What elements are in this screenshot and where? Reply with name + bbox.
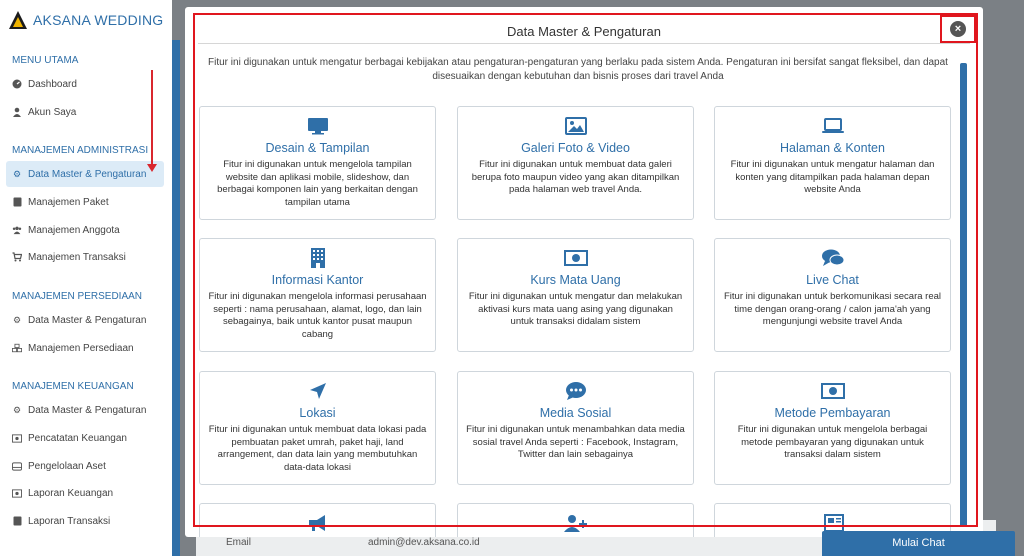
sidebar-item-label: Laporan Transaksi bbox=[28, 515, 111, 527]
sidebar-item-manajemen-transaksi[interactable] bbox=[6, 244, 164, 270]
modal-divider bbox=[198, 43, 970, 44]
cubes-icon bbox=[12, 343, 22, 353]
user-plus-icon bbox=[458, 510, 693, 536]
card-lokasi[interactable] bbox=[199, 371, 436, 485]
card-description: Fitur ini digunakan untuk mengatur halaman dan konten yang ditampilkan pada halaman depan website Anda bbox=[730, 159, 935, 195]
modal-scrollbar[interactable] bbox=[960, 63, 967, 527]
sidebar-item-manajemen-persediaan[interactable] bbox=[6, 335, 164, 361]
cart-icon bbox=[12, 252, 22, 262]
sidebar-item-label: Pencatatan Keuangan bbox=[28, 432, 127, 444]
card-title: Media Sosial bbox=[539, 406, 612, 420]
data-master-modal bbox=[185, 7, 983, 537]
content-accent-strip bbox=[172, 40, 180, 556]
monitor-icon bbox=[200, 113, 435, 139]
sidebar bbox=[0, 0, 172, 556]
card-description: Fitur ini digunakan untuk membuat data lokasi pada pembuatan paket umrah, paket haji, land arrangement, dan data lain yang membutuhkan data-data lokasi bbox=[208, 424, 427, 473]
card-row4-2[interactable] bbox=[457, 503, 694, 537]
building-icon bbox=[200, 245, 435, 271]
sidebar-item-label: Laporan Keuangan bbox=[28, 487, 114, 499]
sidebar-item-label: Manajemen Transaksi bbox=[28, 251, 126, 263]
card-description: Fitur ini digunakan untuk mengatur dan melakukan aktivasi kurs mata uang asing yang digunakan untuk transaksi didalam sistem bbox=[468, 291, 683, 327]
chat-icon bbox=[715, 245, 950, 271]
card-media-sosial[interactable] bbox=[457, 371, 694, 485]
card-description: Fitur ini digunakan untuk menambahkan data media sosial travel Anda seperti : Facebook, Instagram, Twitter dan lain sebagainya bbox=[466, 424, 685, 460]
sidebar-item-label: Akun Saya bbox=[28, 106, 77, 118]
background-email-value: admin@dev.aksana.co.id bbox=[368, 537, 480, 548]
sidebar-item-data-master-administrasi[interactable] bbox=[6, 161, 164, 187]
card-row4-1[interactable] bbox=[199, 503, 436, 537]
card-title: Lokasi bbox=[299, 406, 336, 420]
modal-title: Data Master & Pengaturan bbox=[507, 24, 661, 39]
card-title: Kurs Mata Uang bbox=[530, 273, 621, 287]
image-icon bbox=[458, 113, 693, 139]
sidebar-item-label: Manajemen Anggota bbox=[28, 224, 120, 236]
card-halaman-konten[interactable] bbox=[714, 106, 951, 220]
card-description: Fitur ini digunakan untuk mengelola berbagai metode pembayaran yang digunakan untuk transaksi dalam sistem bbox=[737, 424, 928, 460]
money-bill-icon bbox=[715, 378, 950, 404]
section-manajemen-administrasi: MANAJEMEN ADMINISTRASI bbox=[12, 145, 149, 156]
section-menu-utama: MENU UTAMA bbox=[12, 55, 79, 66]
money-icon bbox=[12, 488, 22, 498]
money-icon bbox=[12, 433, 22, 443]
brand[interactable] bbox=[0, 0, 172, 40]
book-icon bbox=[12, 197, 22, 207]
card-title: Live Chat bbox=[806, 273, 859, 287]
card-description: Fitur ini digunakan untuk mengelola tampilan website dan aplikasi mobile, slideshow, dan berbagai komponen lain yang berkaitan dengan tampilan utama bbox=[217, 159, 418, 208]
cogs-icon: ⚙ bbox=[12, 168, 22, 179]
money-bill-icon bbox=[458, 245, 693, 271]
sidebar-item-pencatatan-keuangan[interactable] bbox=[6, 425, 164, 451]
location-arrow-icon bbox=[200, 378, 435, 404]
sidebar-item-label: Data Master & Pengaturan bbox=[28, 314, 147, 326]
sidebar-item-manajemen-anggota[interactable] bbox=[6, 217, 164, 243]
users-icon bbox=[12, 225, 22, 235]
annotation-arrow bbox=[151, 70, 153, 166]
sidebar-item-manajemen-paket[interactable] bbox=[6, 189, 164, 215]
sidebar-item-data-master-persediaan[interactable] bbox=[6, 307, 164, 333]
card-galeri-foto-video[interactable] bbox=[457, 106, 694, 220]
card-kurs-mata-uang[interactable] bbox=[457, 238, 694, 352]
bullhorn-icon bbox=[200, 510, 435, 536]
card-desain-tampilan[interactable] bbox=[199, 106, 436, 220]
section-manajemen-keuangan: MANAJEMEN KEUANGAN bbox=[12, 381, 134, 392]
cogs-icon: ⚙ bbox=[12, 404, 22, 415]
sidebar-item-label: Dashboard bbox=[28, 78, 77, 90]
sidebar-item-label: Pengelolaan Aset bbox=[28, 460, 106, 472]
start-chat-button[interactable]: Mulai Chat bbox=[822, 531, 1015, 556]
card-description: Fitur ini digunakan untuk berkomunikasi secara real time dengan orang-orang / calon jama'ah yang mengunjungi website travel Anda bbox=[723, 291, 942, 327]
sidebar-item-pengelolaan-aset[interactable] bbox=[6, 453, 164, 479]
comment-dots-icon bbox=[458, 378, 693, 404]
background-email-label: Email bbox=[226, 537, 252, 548]
sidebar-item-label: Manajemen Persediaan bbox=[28, 342, 134, 354]
sidebar-item-laporan-keuangan[interactable] bbox=[6, 480, 164, 506]
card-informasi-kantor[interactable] bbox=[199, 238, 436, 352]
sidebar-item-label: Data Master & Pengaturan bbox=[28, 404, 147, 416]
card-title: Metode Pembayaran bbox=[774, 406, 891, 420]
card-description: Fitur ini digunakan untuk membuat data galeri berupa foto maupun video yang akan ditampilkan pada halaman web travel Anda. bbox=[471, 159, 680, 195]
close-icon[interactable]: × bbox=[950, 21, 966, 37]
sidebar-item-laporan-transaksi[interactable] bbox=[6, 508, 164, 534]
user-icon bbox=[12, 107, 22, 117]
sidebar-item-data-master-keuangan[interactable] bbox=[6, 397, 164, 423]
brand-logo-icon bbox=[8, 10, 28, 30]
card-title: Informasi Kantor bbox=[271, 273, 364, 287]
sidebar-item-akun-saya[interactable] bbox=[6, 99, 164, 125]
drive-icon bbox=[12, 461, 22, 471]
book-icon bbox=[12, 516, 22, 526]
card-live-chat[interactable] bbox=[714, 238, 951, 352]
dashboard-icon bbox=[12, 79, 22, 89]
cogs-icon: ⚙ bbox=[12, 314, 22, 325]
sidebar-item-dashboard[interactable] bbox=[6, 71, 164, 97]
sidebar-item-label: Manajemen Paket bbox=[28, 196, 109, 208]
section-manajemen-persediaan: MANAJEMEN PERSEDIAAN bbox=[12, 291, 143, 302]
card-description: Fitur ini digunakan mengelola informasi perusahaan seperti : nama perusahaan, alamat, logo, dan lain sebagainya, baik untuk kantor pusat maupun cabang bbox=[208, 291, 427, 340]
card-title: Galeri Foto & Video bbox=[521, 141, 630, 155]
laptop-icon bbox=[715, 113, 950, 139]
brand-name: AKSANA WEDDING bbox=[33, 12, 164, 28]
card-title: Desain & Tampilan bbox=[265, 141, 370, 155]
sidebar-item-label: Data Master & Pengaturan bbox=[28, 168, 147, 180]
card-metode-pembayaran[interactable] bbox=[714, 371, 951, 485]
modal-description: Fitur ini digunakan untuk mengatur berbagai kebijakan atau pengaturan-pengaturan yang berlaku pada sistem Anda. Pengaturan ini bersifat sangat fleksibel, dan dapat disesuaikan dengan kebutuhan dan bisnis proses dari travel Anda bbox=[208, 57, 948, 82]
card-title: Halaman & Konten bbox=[780, 141, 885, 155]
